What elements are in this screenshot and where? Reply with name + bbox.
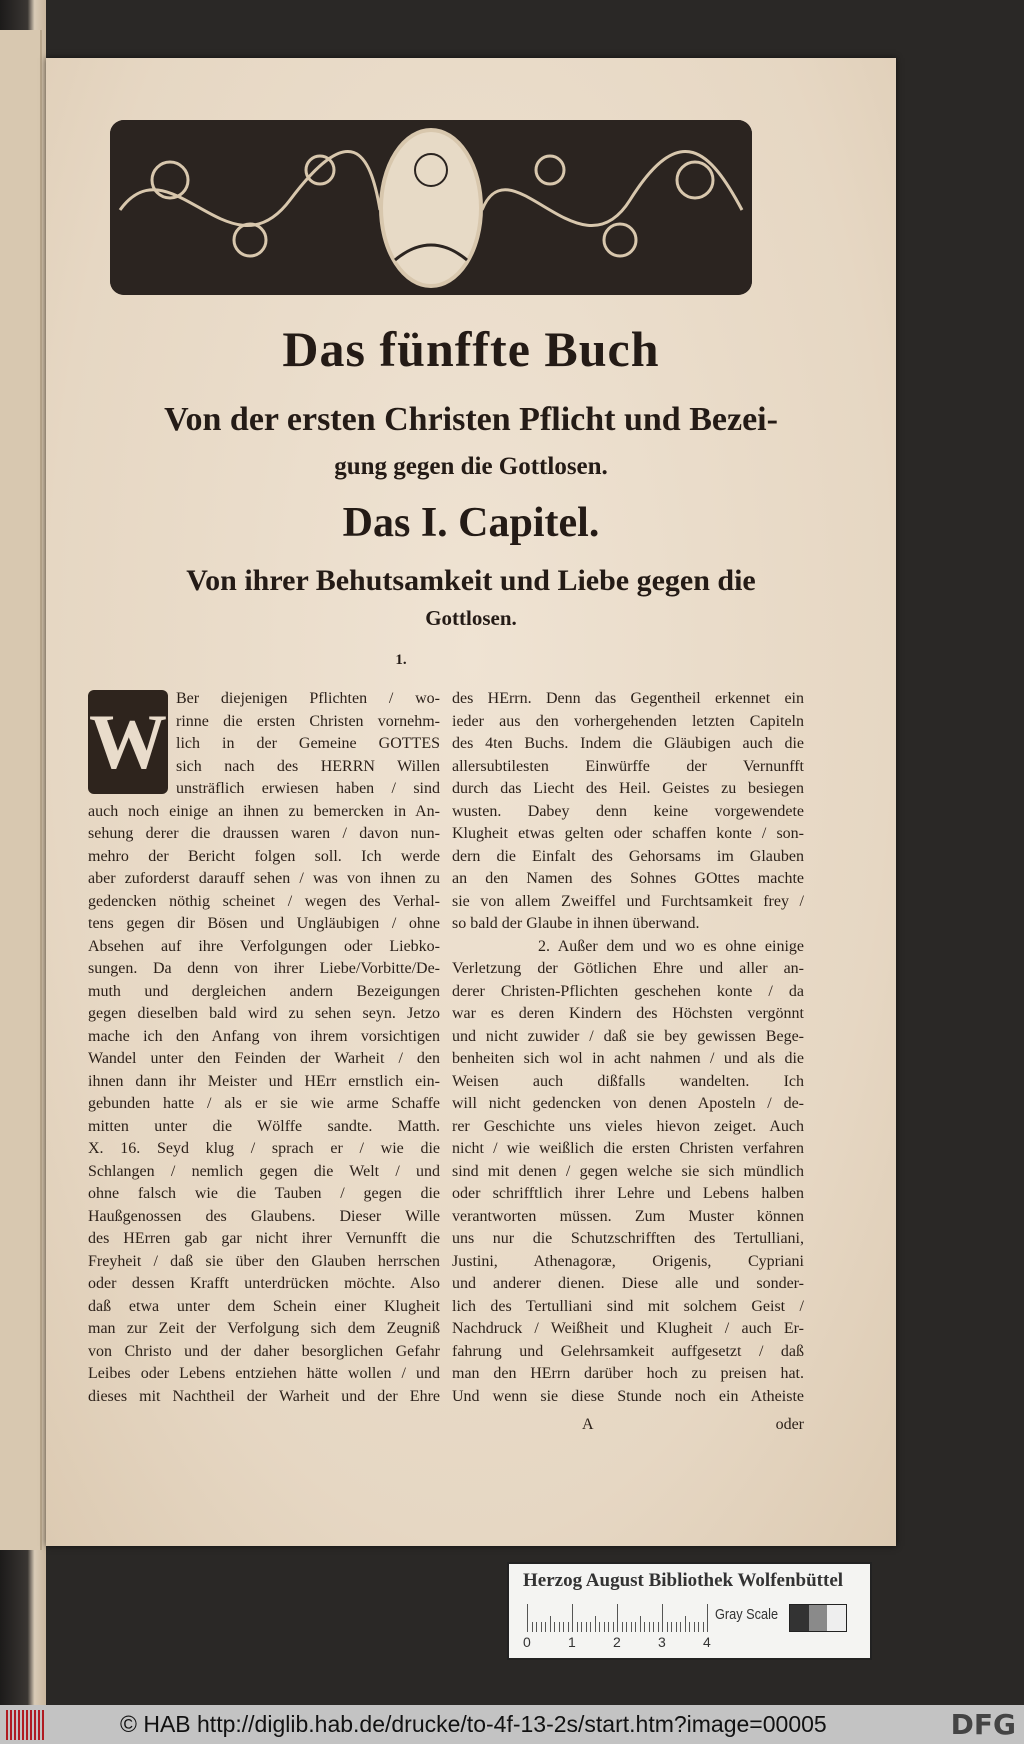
ruler-tick	[626, 1622, 627, 1632]
ornamental-headpiece	[110, 120, 752, 295]
copyright-url: © HAB http://diglib.hab.de/drucke/to-4f-13-2s/start.htm?image=00005	[120, 1711, 827, 1737]
ruler-tick	[676, 1622, 677, 1632]
text-line: und anderer dienen. Diese alle und sonder-	[452, 1275, 804, 1292]
text-line: X. 16. Seyd klug / sprach er / wie die	[88, 1140, 440, 1157]
chapter-title-line1: Von ihrer Behutsamkeit und Liebe gegen die	[186, 564, 756, 597]
text-line: 2. Außer dem und wo es ohne einige	[538, 937, 804, 955]
text-line: sind mit denen / gegen welche sie sich mündlich	[452, 1162, 804, 1180]
ruler-tick	[644, 1622, 645, 1632]
ruler-tick	[554, 1622, 555, 1632]
ruler-tick	[685, 1616, 686, 1632]
text-line: Klugheit etwas gelten oder schaffen konte / son-	[452, 825, 804, 842]
gray-swatch	[809, 1605, 828, 1631]
ruler-tick	[671, 1622, 672, 1632]
text-line: man den HErrn darüber hoch zu preisen hat.	[452, 1365, 804, 1382]
signature-mark: A	[582, 1416, 594, 1433]
chapter-heading: Das I. Capitel.	[342, 500, 600, 546]
section-number: 1.	[395, 652, 407, 668]
text-line: oder schrifftlich ihrer Lehre und Lebens halben	[452, 1185, 804, 1202]
ruler-number: 4	[703, 1634, 711, 1650]
ruler-tick	[541, 1622, 542, 1632]
text-line: Nachdruck / Weißheit und Klugheit / auch Er-	[452, 1320, 804, 1337]
ruler-tick	[527, 1604, 528, 1632]
ruler-tick	[532, 1622, 533, 1632]
ruler-tick	[698, 1622, 699, 1632]
ruler-tick	[599, 1622, 600, 1632]
ruler-tick	[622, 1622, 623, 1632]
text-line: an den Namen des Sohnes GOttes machte	[452, 870, 804, 887]
ruler-tick	[550, 1616, 551, 1632]
text-line: rinne die ersten Christen vornehm-	[176, 712, 440, 730]
text-line: lich in der Gemeine GOTTES	[176, 735, 440, 752]
text-line: so bald der Glaube in ihnen überwand.	[452, 915, 700, 932]
text-line: Justini, Athenagoræ, Origenis, Cypriani	[452, 1252, 804, 1270]
right-text-column	[452, 688, 804, 1408]
ruler-tick	[649, 1622, 650, 1632]
text-line: Haußgenossen des Glaubens. Dieser Wille	[88, 1207, 440, 1225]
ruler-tick	[707, 1604, 708, 1632]
text-line: unsträflich erwiesen haben / sind	[176, 780, 440, 797]
text-line: ieder aus den vorhergehenden letzten Capiteln	[452, 712, 804, 730]
text-line: Absehen auf ihre Verfolgungen oder Liebko-	[88, 937, 440, 955]
text-line: nicht / wie weißlich die ersten Christen verfahren	[452, 1140, 804, 1157]
text-line: des HErrn. Denn das Gegentheil erkennet ein	[452, 690, 804, 707]
text-line: daß etwa unter dem Schein einer Klugheit	[88, 1297, 440, 1315]
book-page	[46, 58, 896, 1546]
text-line: Ber diejenigen Pflichten / wo-	[176, 690, 440, 707]
ruler-tick	[662, 1604, 663, 1632]
scale-ruler	[527, 1604, 707, 1632]
text-line: Verletzung der Götlichen Ehre und aller an-	[452, 960, 804, 977]
text-line: rer Geschichte uns vieles hievon zeiget. Auch	[452, 1117, 804, 1135]
ruler-tick	[694, 1622, 695, 1632]
text-line: ihnen dann ihr Meister und HErr ernstlich ein-	[88, 1072, 440, 1090]
ruler-tick	[545, 1622, 546, 1632]
ruler-tick	[658, 1622, 659, 1632]
text-line: Weisen auch dißfalls wandelten. Ich	[452, 1072, 804, 1090]
text-line: dern die Einfalt des Gehorsams im Glauben	[452, 847, 804, 865]
dfg-logo: DFG	[950, 1708, 1016, 1741]
ruler-tick	[581, 1622, 582, 1632]
text-line: sie von allem Zweiffel und Furchtsamkeit frey /	[452, 892, 804, 910]
text-line: muth und dergleichen andern Bezeigungen	[88, 982, 440, 1000]
text-line: sich nach des HERRN Willen	[176, 757, 440, 775]
text-line: gebunden hatte / als er sie wie arme Schaffe	[88, 1095, 440, 1112]
left-text-column	[88, 688, 440, 1408]
gray-swatch	[790, 1605, 809, 1631]
text-line: uns nur die Schutzschrifften des Tertulliani,	[452, 1230, 804, 1247]
text-line: oder dessen Krafft unterdrücken möchte. Also	[88, 1275, 440, 1292]
ruler-tick	[577, 1622, 578, 1632]
text-line: lich des Tertulliani sind mit solchem Geist /	[452, 1297, 804, 1315]
text-line: sehung derer die draussen waren / davon nun-	[88, 825, 440, 842]
ruler-tick	[572, 1604, 573, 1632]
text-line: Und wenn sie diese Stunde noch ein Atheiste	[452, 1387, 804, 1405]
text-line: derer Christen-Pflichten geschehen konte / da	[452, 982, 804, 1000]
text-line: des HErren gab gar nicht ihrer Vernunfft die	[88, 1230, 440, 1247]
book-subtitle-line1: Von der ersten Christen Pflicht und Bezei-	[164, 401, 778, 438]
ruler-tick	[563, 1622, 564, 1632]
text-line: des 4ten Buchs. Indem die Gläubigen auch die	[452, 735, 804, 752]
text-line: Leibes oder Lebens entziehen hätte wollen / und	[88, 1365, 440, 1382]
text-line: dieses mit Nachtheil der Warheit und der Ehre	[88, 1387, 440, 1405]
text-line: benheiten sich wol in acht nahmen / und als die	[452, 1050, 804, 1067]
ruler-tick	[595, 1616, 596, 1632]
ruler-tick	[568, 1622, 569, 1632]
ruler-number: 3	[658, 1634, 666, 1650]
ruler-number: 2	[613, 1634, 621, 1650]
text-line: von Christo und der daher besorglichen Gefahr	[88, 1342, 440, 1360]
ruler-tick	[604, 1622, 605, 1632]
text-line: fahrung und Gelehrsamkeit auffgesetzt / daß	[452, 1342, 804, 1360]
ruler-number: 0	[523, 1634, 531, 1650]
catchword: oder	[775, 1416, 804, 1433]
ruler-tick	[608, 1622, 609, 1632]
book-subtitle-line2: gung gegen die Gottlosen.	[334, 453, 608, 480]
ruler-tick	[689, 1622, 690, 1632]
text-line: Freyheit / daß sie über den Glauben herrschen	[88, 1252, 440, 1270]
previous-page-edge	[0, 30, 42, 1550]
text-line: war es deren Kindern des Höchsten vergönnt	[452, 1005, 804, 1022]
ruler-tick	[590, 1622, 591, 1632]
text-line: Schlangen / nemlich gegen die Welt / und	[88, 1162, 440, 1180]
text-line: auch noch einige an ihnen zu bemercken in An-	[88, 802, 440, 820]
background-left	[0, 0, 46, 1705]
ruler-number: 1	[568, 1634, 576, 1650]
ruler-tick	[703, 1622, 704, 1632]
ruler-tick	[536, 1622, 537, 1632]
text-line: durch das Liecht des Heil. Geistes zu besiegen	[452, 780, 804, 797]
gray-swatch	[827, 1605, 846, 1631]
ruler-tick	[631, 1622, 632, 1632]
text-line: mehro der Bericht folgen soll. Ich werde	[88, 847, 440, 865]
ruler-tick	[653, 1622, 654, 1632]
library-color-card	[507, 1562, 872, 1660]
ruler-tick	[667, 1622, 668, 1632]
decorated-initial: W	[88, 690, 168, 794]
chapter-title-line2: Gottlosen.	[425, 606, 517, 630]
text-line: gegen dieselben bald wird zu sehen seyn. Jetzo	[88, 1005, 440, 1022]
gray-scale-label: Gray Scale	[715, 1606, 779, 1623]
text-line: mache ich den Anfang von ihrem vorsichtigen	[88, 1027, 440, 1045]
footer-bar	[0, 1705, 1024, 1744]
text-line: sungen. Da denn von ihrer Liebe/Vorbitte/De-	[88, 960, 440, 977]
page-footer-marks	[452, 1414, 804, 1436]
text-line: verantworten müssen. Zum Muster können	[452, 1207, 804, 1225]
book-title: Das fünffte Buch	[282, 321, 660, 377]
ruler-tick	[613, 1622, 614, 1632]
text-line: mitten unter die Wölffe sandte. Matth.	[88, 1117, 440, 1135]
gray-scale-swatches	[789, 1604, 847, 1632]
ruler-tick	[640, 1616, 641, 1632]
text-line: ohne falsch wie die Tauben / gegen die	[88, 1185, 440, 1202]
text-line: man zur Zeit der Verfolgung sich dem Zeugniß	[88, 1320, 440, 1337]
ruler-tick	[586, 1622, 587, 1632]
text-line: will nicht gedencken von denen Aposteln / de-	[452, 1095, 804, 1112]
text-line: aber zuforderst darauff sehen / was von ihnen zu	[88, 870, 440, 887]
hab-logo-icon	[6, 1710, 46, 1740]
ruler-tick	[617, 1604, 618, 1632]
ruler-tick	[635, 1622, 636, 1632]
text-line: und nicht zuwider / daß sie bey gewissen Bege-	[452, 1027, 804, 1045]
text-line: gedencken nöthig scheinet / wegen des Verhal-	[88, 892, 440, 910]
library-name: Herzog August Bibliothek Wolfenbüttel	[523, 1570, 844, 1591]
text-line: wusten. Dabey denn keine vorgewendete	[452, 802, 804, 820]
ruler-tick	[680, 1622, 681, 1632]
ruler-tick	[559, 1622, 560, 1632]
text-line: tens gegen dir Bösen und Ungläubigen / ohne	[88, 915, 440, 932]
text-line: Wandel unter den Feinden der Warheit / den	[88, 1050, 440, 1067]
text-line: allersubtilesten Einwürffe der Vernunfft	[452, 757, 804, 775]
